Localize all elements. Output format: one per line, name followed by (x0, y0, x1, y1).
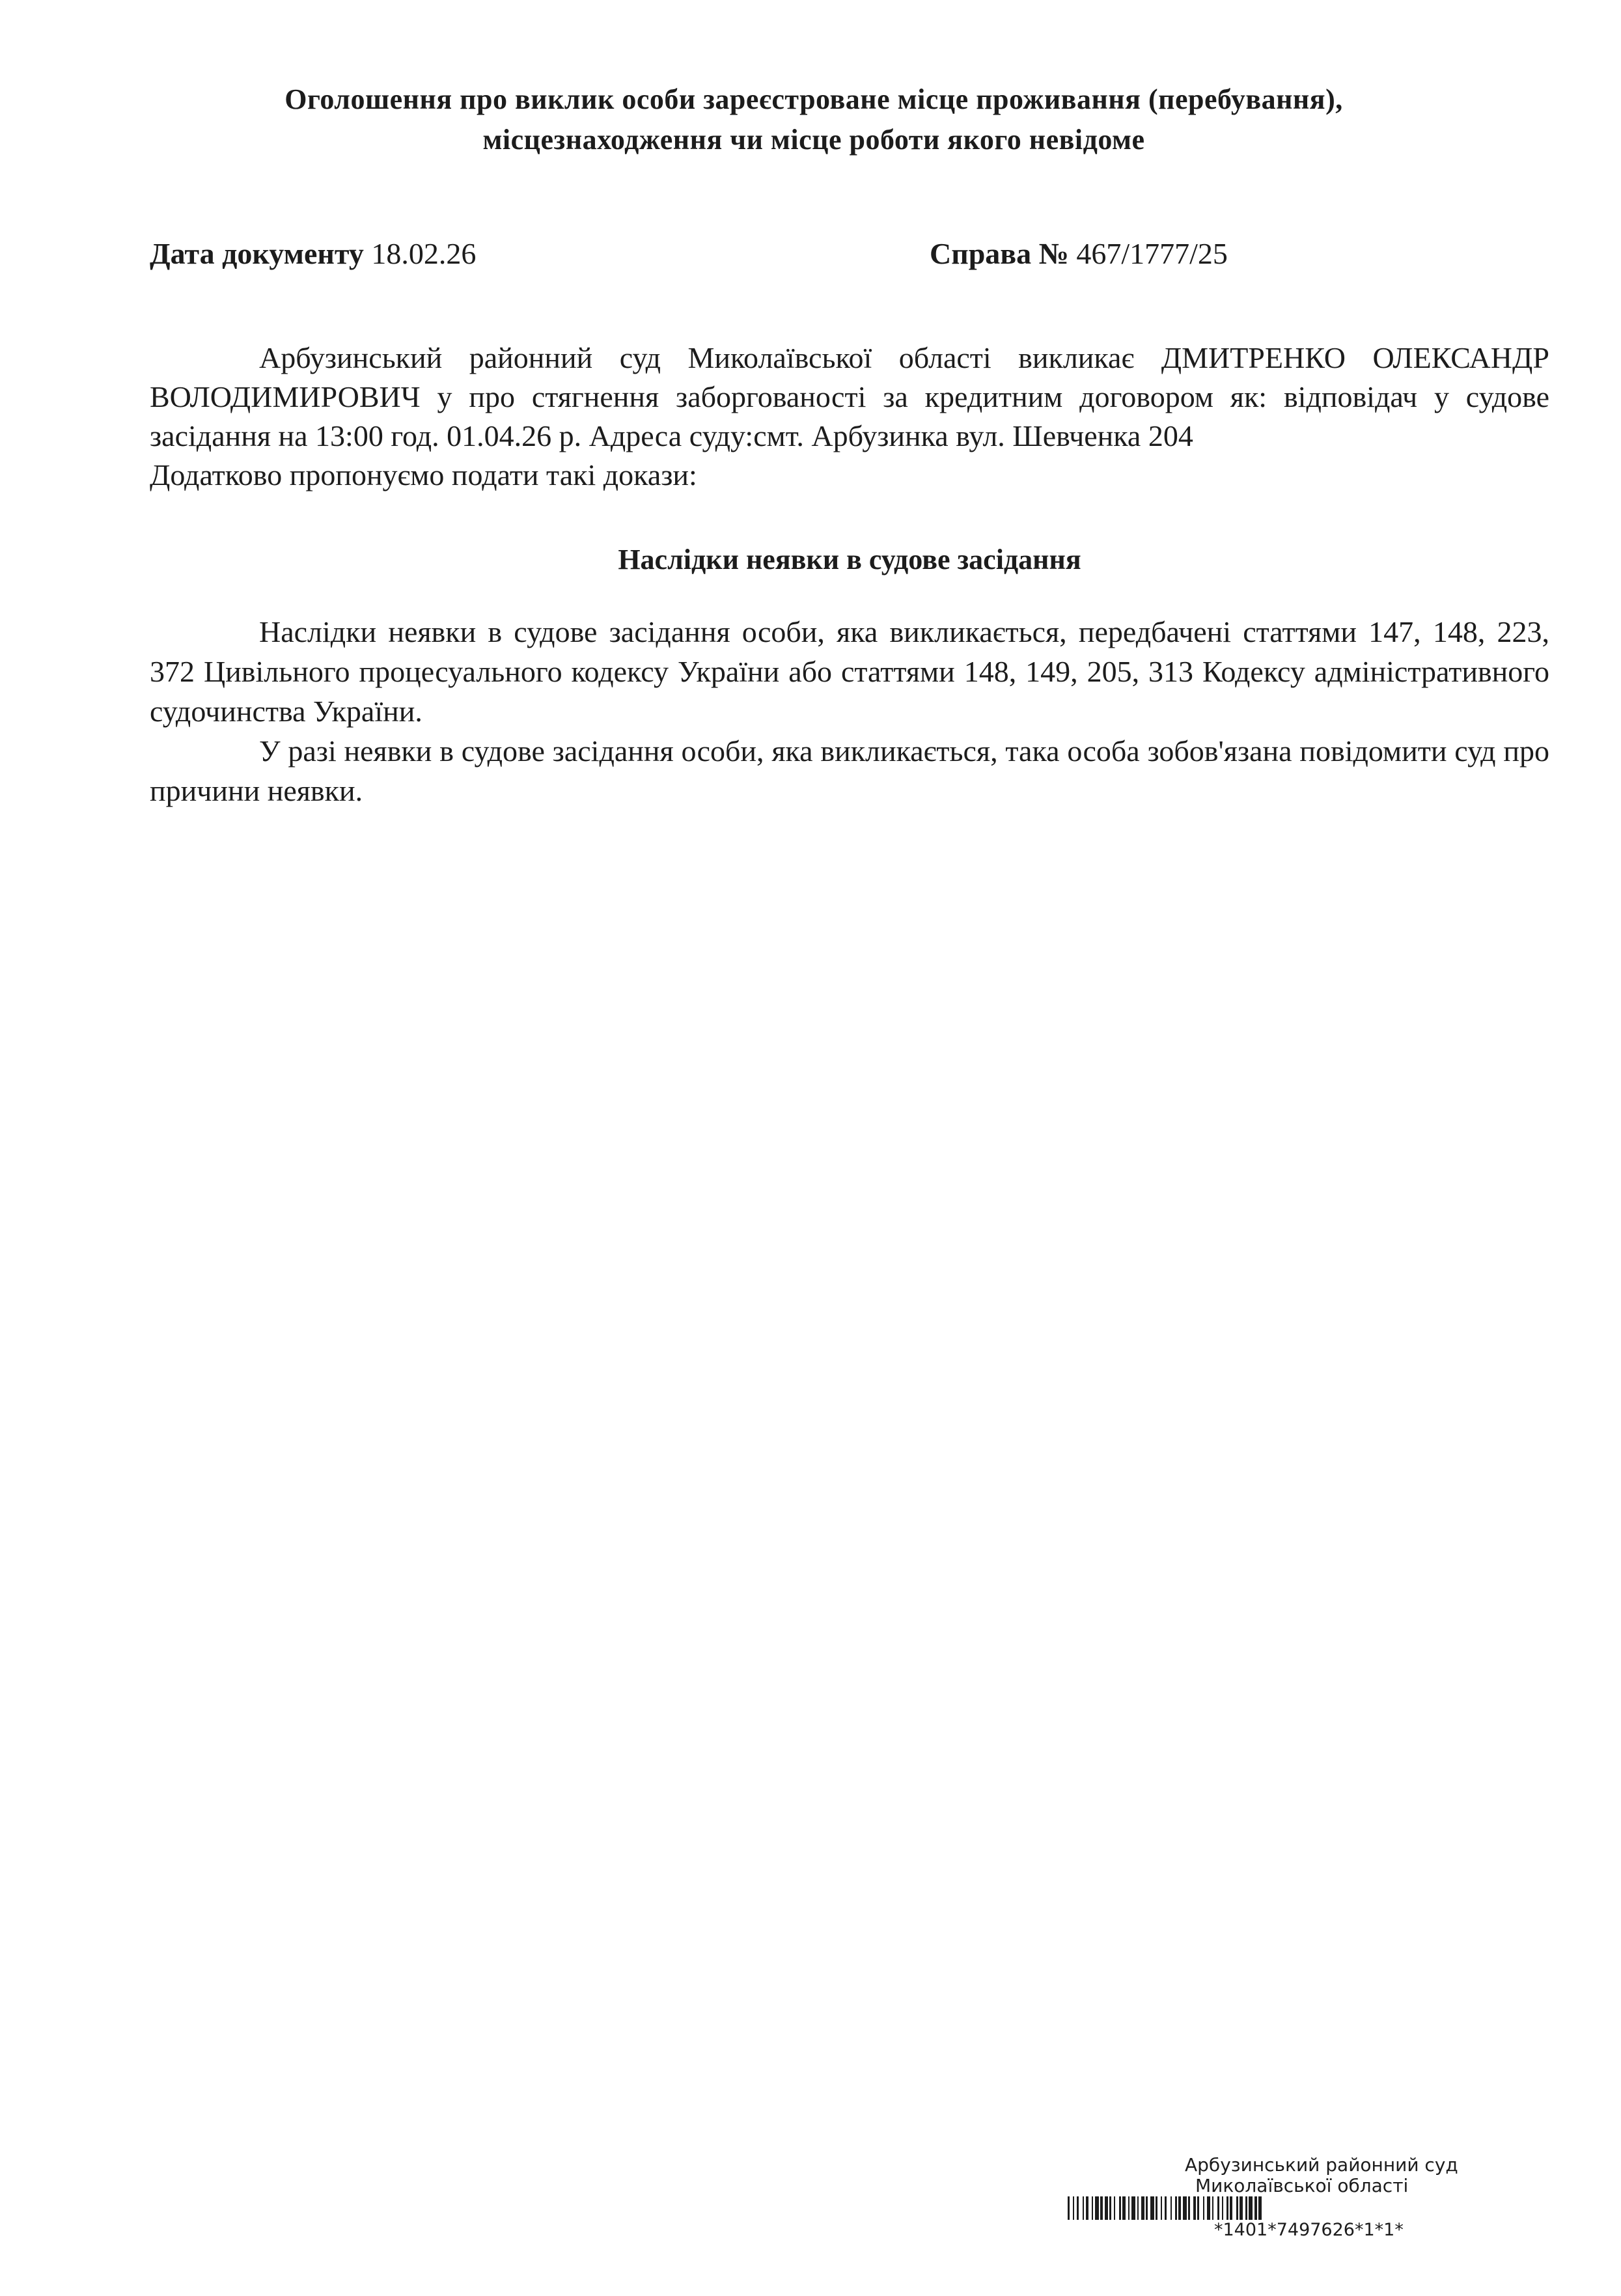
date-value: 18.02.26 (371, 237, 477, 270)
court-stamp (1068, 2155, 1549, 2241)
document-date (150, 234, 476, 273)
summons-paragraph: Арбузинський районний суд Миколаївської області викликає ДМИТРЕНКО ОЛЕКСАНДР ВОЛОДИМИРОВИЧ у про стягнення заборгованості за кредитним договором як: відповідач у судове засідання на 13:00 год. 01.04.26 р. Адреса суду:смт. Арбузинка вул. Шевченка 204 (150, 341, 1549, 452)
title-line-2: місцезнаходження чи місце роботи якого невідоме (482, 124, 1145, 156)
summons-block (150, 339, 1549, 495)
date-label: Дата документу (150, 237, 364, 270)
title-line-1: Оголошення про виклик особи зареєстроване місце проживання (перебування), (284, 83, 1343, 115)
consequences-paragraph-1: Наслідки неявки в судове засідання особи, яка викликається, передбачені статтями 147, 148, 223, 372 Цивільного процесуального кодексу України або статтями 148, 149, 205, 313 Кодексу адміністративного судочинства України. (150, 615, 1549, 728)
document-title (150, 79, 1478, 160)
stamp-code: *1401*7497626*1*1* (1214, 2220, 1404, 2240)
stamp-region: Миколаївської області (1195, 2175, 1409, 2196)
stamp-court-name: Арбузинський районний суд (1185, 2154, 1458, 2176)
consequences-heading: Наслідки неявки в судове засідання (618, 544, 1081, 575)
consequences-paragraph-2: У разі неявки в судове засідання особи, яка викликається, така особа зобов'язана повідомити суд про причини неявки. (150, 734, 1549, 807)
evidence-paragraph: Додатково пропонуємо подати такі докази: (150, 458, 697, 491)
barcode-image (1068, 2196, 1549, 2220)
consequences-block (150, 612, 1549, 810)
case-value: 467/1777/25 (1076, 237, 1228, 270)
barcode-gap (1262, 2196, 1264, 2220)
case-label: Справа № (930, 237, 1069, 270)
case-number (930, 234, 1228, 273)
